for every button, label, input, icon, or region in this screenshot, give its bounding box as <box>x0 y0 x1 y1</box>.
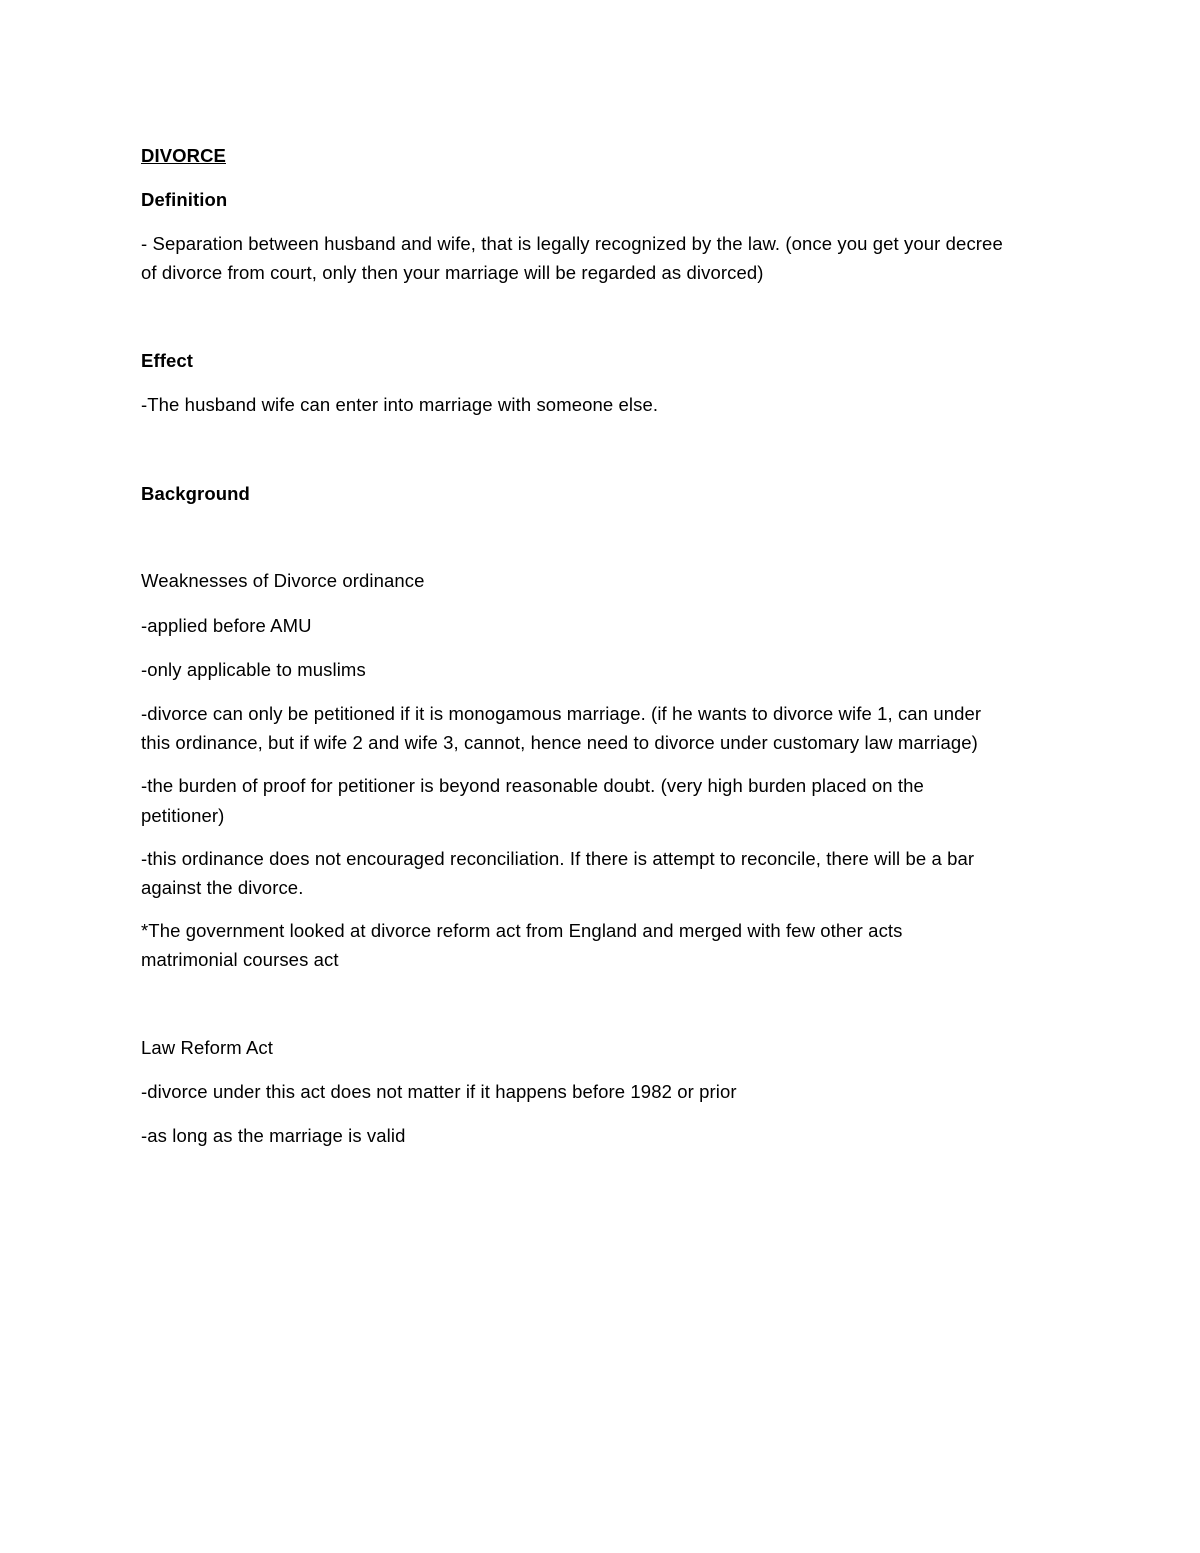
definition-text-line-2: of divorce from court, only then your marriage will be regarded as divorced) <box>141 262 764 283</box>
weakness-item: -only applicable to muslims <box>141 659 366 680</box>
definition-text-line-1: - Separation between husband and wife, that is legally recognized by the law. (once you get your decree <box>141 233 1003 254</box>
law-reform-item: -divorce under this act does not matter if it happens before 1982 or prior <box>141 1081 737 1102</box>
weakness-item-line-1: -the burden of proof for petitioner is beyond reasonable doubt. (very high burden placed on the <box>141 775 924 796</box>
weakness-item: -applied before AMU <box>141 615 312 636</box>
government-note-line-2: matrimonial courses act <box>141 949 339 970</box>
background-heading: Background <box>141 483 250 504</box>
document-title: DIVORCE <box>141 145 226 166</box>
definition-heading: Definition <box>141 189 228 210</box>
effect-heading: Effect <box>141 350 193 371</box>
law-reform-heading: Law Reform Act <box>141 1037 273 1058</box>
weakness-item-line-1: -divorce can only be petitioned if it is monogamous marriage. (if he wants to divorce wife 1, can under <box>141 703 982 724</box>
weaknesses-heading: Weaknesses of Divorce ordinance <box>141 570 425 591</box>
weakness-item-line-2: against the divorce. <box>141 877 304 898</box>
government-note-line-1: *The government looked at divorce reform act from England and merged with few other acts <box>141 920 903 941</box>
effect-text: -The husband wife can enter into marriage with someone else. <box>141 394 659 415</box>
weakness-item-line-2: this ordinance, but if wife 2 and wife 3, cannot, hence need to divorce under customary law marriage) <box>141 732 978 753</box>
weakness-item-line-1: -this ordinance does not encouraged reconciliation. If there is attempt to reconcile, there will be a bar <box>141 848 975 869</box>
law-reform-item: -as long as the marriage is valid <box>141 1125 406 1146</box>
weakness-item-line-2: petitioner) <box>141 805 225 826</box>
